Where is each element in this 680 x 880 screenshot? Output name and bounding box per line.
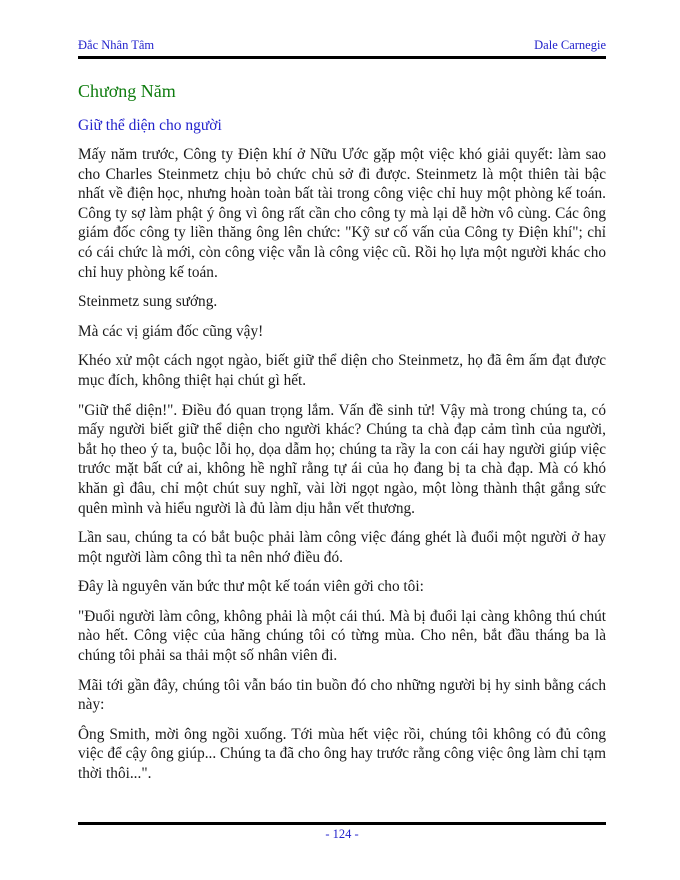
paragraph: Mà các vị giám đốc cũng vậy! xyxy=(78,322,264,340)
paragraph: Ông Smith, mời ông ngồi xuống. Tới mùa hết việc rồi, chúng tôi không có đủ công việc để cậy ông giúp... Chúng ta đã cho ông hay trước rằng công việc ông làm chỉ tạm thời thôi...". xyxy=(78,725,606,783)
body-text xyxy=(78,145,606,784)
header-rule xyxy=(78,56,606,59)
paragraph: "Đuổi người làm công, không phải là một cái thú. Mà bị đuổi lại càng không thú chút nào hết. Công việc của hãng chúng tôi có từng mùa. Cho nên, bắt đầu tháng ba là chúng tôi phải sa thải một số nhân viên đi. xyxy=(78,607,606,665)
paragraph: Khéo xử một cách ngọt ngào, biết giữ thể diện cho Steinmetz, họ đã êm ấm đạt được mục đích, không thiệt hại chút gì hết. xyxy=(78,352,606,389)
header-book-title: Đắc Nhân Tâm xyxy=(78,38,155,52)
paragraph: "Giữ thể diện!". Điều đó quan trọng lắm. Vấn đề sinh tử! Vậy mà trong chúng ta, có mấy người biết giữ thể diện cho người khác? Chúng ta chà đạp cảm tình của người, bắt họ theo ý ta, buộc lỗi họ, dọa dẫm họ; chúng ta rầy la con cái hay người giúp việc trước mặt bất cứ ai, không hề nghĩ rằng tự ái của họ đang bị ta chà đạp. Mà có khó khăn gì đâu, chỉ một chút suy nghĩ, vài lời ngọt ngào, một lòng thành thật gắng sức quên mình và hiểu người là đủ làm dịu hẳn vết thương. xyxy=(78,401,606,517)
page-number: - 124 - xyxy=(325,827,359,841)
footer-rule xyxy=(78,822,606,825)
page-header xyxy=(78,0,606,53)
page-content xyxy=(78,0,606,784)
paragraph: Lần sau, chúng ta có bắt buộc phải làm công việc đáng ghét là đuổi một người ở hay một người làm công thì ta nên nhớ điều đó. xyxy=(78,529,606,566)
paragraph: Steinmetz sung sướng. xyxy=(78,293,218,311)
paragraph: Mãi tới gần đây, chúng tôi vẫn báo tin buồn đó cho những người bị hy sinh bằng cách này: xyxy=(78,676,606,714)
paragraph: Đây là nguyên văn bức thư một kế toán viên gởi cho tôi: xyxy=(78,578,424,596)
chapter-title: Chương Năm xyxy=(78,81,176,101)
paragraph: Mấy năm trước, Công ty Điện khí ở Nữu Ước gặp một việc khó giải quyết: làm sao cho Charles Steinmetz chịu bỏ chức chủ sở đi được. Steinmetz là một thiên tài bậc nhất về điện học, nhưng hoàn toàn bất tài trong công việc chỉ huy một phòng kế toán. Công ty sợ làm phật ý ông vì ông rất cần cho công ty mà lại dễ hờn vô cùng. Các ông giám đốc công ty liền thăng ông lên chức: "Kỹ sư cố vấn của Công ty Điện khí"; chỉ có cái chức là mới, còn công việc vẫn là công việc cũ. Rồi họ lựa một người khác cho chỉ huy phòng kế toán. xyxy=(78,146,606,281)
page-footer xyxy=(78,822,606,842)
section-title: Giữ thể diện cho người xyxy=(78,117,222,134)
header-author: Dale Carnegie xyxy=(534,38,606,52)
